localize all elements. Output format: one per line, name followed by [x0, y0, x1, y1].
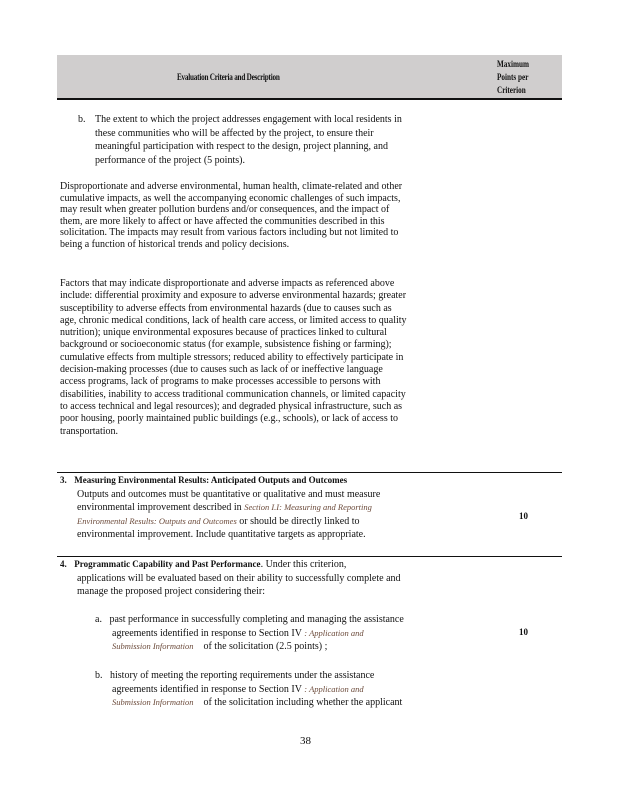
text-line: history of meeting the reporting requirements under the assistance	[110, 670, 375, 681]
item-marker: b.	[78, 114, 86, 125]
header-line: Maximum	[497, 59, 529, 69]
text-line: . Under this criterion,	[260, 559, 347, 570]
paragraph-2	[60, 278, 407, 438]
sub-item-a	[95, 613, 404, 654]
criterion-title: Programmatic Capability and Past Performance	[74, 559, 261, 569]
section-reference: Submission Information	[112, 641, 194, 651]
text-line: agreements identified in response to Section IV	[112, 627, 302, 639]
text-line: background or socioeconomic status (for example, subsistence fishing or farming);	[60, 339, 392, 351]
text-line: transportation.	[60, 425, 119, 437]
text-line: access programs, lack of programs to make processes accessible to persons with	[60, 376, 381, 388]
criterion-number: 4.	[60, 559, 67, 569]
text-line: being a function of historical trends and policy decisions.	[60, 238, 290, 250]
header-line: Points per	[497, 72, 529, 82]
text-line: The extent to which the project addresses engagement with local residents in	[95, 114, 402, 125]
row-divider	[57, 472, 562, 473]
criteria-header: Evaluation Criteria and Description	[177, 72, 280, 82]
criterion-title: Measuring Environmental Results: Anticipated Outputs and Outcomes	[74, 475, 348, 485]
text-line: Disproportionate and adverse environmental, human health, climate-related and other	[60, 181, 403, 192]
text-line: solicitation. The impacts may result from various factors including but not limited to	[60, 227, 399, 239]
text-line: age, chronic medical conditions, lack of health care access, or limited access to quality	[60, 314, 407, 326]
text-line: manage the proposed project considering their:	[77, 586, 265, 597]
criterion-4	[60, 558, 401, 599]
row-divider	[57, 556, 562, 557]
text-line: decision-making processes (due to causes such as lack of or ineffective language	[60, 364, 383, 376]
sub-item-b	[95, 669, 402, 710]
criterion-number: 3.	[60, 475, 67, 485]
text-line: nutrition); unique environmental exposures because of practices linked to cultural	[60, 327, 387, 339]
text-line: Outputs and outcomes must be quantitative or qualitative and must measure	[77, 488, 381, 500]
page-number: 38	[300, 735, 311, 747]
text-line: or should be directly linked to	[239, 515, 360, 527]
text-line: environmental improvement described in	[77, 502, 242, 513]
text-line: poor housing, poorly maintained public buildings (e.g., schools), or lack of access to	[60, 413, 398, 425]
text-line: of the solicitation (2.5 points) ;	[203, 641, 328, 652]
section-reference: Environmental Results: Outputs and Outcomes	[77, 515, 237, 526]
max-points-header	[497, 58, 529, 97]
text-line: past performance in successfully completing and managing the assistance	[109, 614, 404, 625]
text-line: agreements identified in response to Section IV	[112, 683, 302, 695]
text-line: of the solicitation including whether the applicant	[203, 697, 403, 708]
text-line: these communities who will be affected by the project, to ensure their	[95, 127, 374, 139]
text-line: environmental improvement. Include quantitative targets as appropriate.	[77, 529, 366, 540]
header-line: Criterion	[497, 85, 526, 95]
table-header	[57, 55, 562, 100]
item-marker: a.	[95, 614, 102, 625]
text-line: cumulative effects from multiple stressors; reduced ability to effectively participate in	[60, 351, 404, 363]
section-reference: Section I.I: Measuring and Reporting	[244, 502, 372, 512]
text-line: susceptibility to adverse effects from environmental hazards (due to causes such as	[60, 302, 392, 314]
text-line: include: differential proximity and exposure to adverse environmental hazards; greater	[60, 290, 407, 302]
text-line: them, are more likely to affect or have affected the communities described in this	[60, 215, 385, 227]
section-reference: Submission Information	[112, 697, 194, 707]
criterion-3	[60, 474, 380, 542]
text-line: may result when greater pollution burdens and/or consequences, and the impact of	[60, 204, 390, 216]
criterion-3-points: 10	[519, 511, 528, 521]
text-line: cumulative impacts, as well the accompanying economic challenges of such impacts,	[60, 192, 401, 204]
criterion-4-points: 10	[519, 627, 528, 637]
text-line: Factors that may indicate disproportionate and adverse impacts as referenced above	[60, 278, 395, 289]
text-line: performance of the project (5 points).	[95, 154, 245, 166]
text-line: disabilities, inability to access traditional communication channels, or limited capacity	[60, 388, 406, 400]
section-reference: : Application and	[304, 683, 364, 694]
paragraph-1	[60, 181, 402, 251]
text-line: meaningful participation with respect to the design, project planning, and	[95, 141, 388, 152]
text-line: to access technical and legal resources); and degraded physical infrastructure, such as	[60, 400, 403, 412]
item-marker: b.	[95, 670, 103, 681]
item-b-text	[95, 113, 402, 167]
section-reference: : Application and	[304, 627, 364, 638]
text-line: applications will be evaluated based on their ability to successfully complete and	[77, 572, 401, 584]
